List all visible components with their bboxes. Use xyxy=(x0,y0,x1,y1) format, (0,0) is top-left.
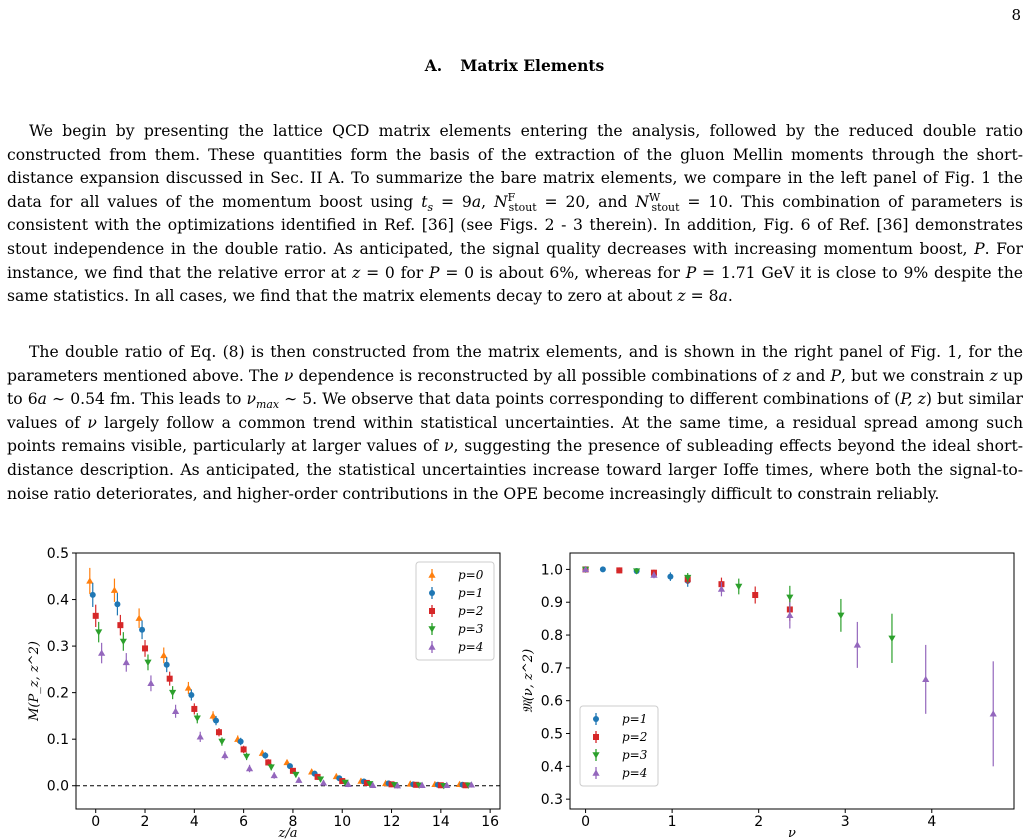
data-point xyxy=(90,592,96,598)
data-point xyxy=(98,649,105,655)
data-point xyxy=(142,645,148,651)
section-heading xyxy=(0,56,1029,75)
y-tick-label: 0.8 xyxy=(540,628,563,645)
data-point xyxy=(93,613,99,619)
x-axis-label: ν xyxy=(788,826,796,839)
y-tick-label: 0.5 xyxy=(540,726,563,743)
y-tick-label: 0.4 xyxy=(540,759,563,776)
data-point xyxy=(990,710,997,716)
y-tick-label: 0.5 xyxy=(46,546,69,562)
x-tick-label: 4 xyxy=(927,814,937,830)
y-tick-label: 0.3 xyxy=(46,639,69,656)
data-point xyxy=(268,764,275,770)
data-point xyxy=(271,772,278,778)
data-point xyxy=(144,660,151,666)
data-point xyxy=(238,739,244,745)
legend-label: p=1 xyxy=(458,586,484,600)
data-point xyxy=(147,680,154,686)
series-p3 xyxy=(582,567,896,663)
x-tick-label: 0 xyxy=(581,814,591,830)
data-point xyxy=(262,752,268,758)
paragraph-1: We begin by presenting the lattice QCD matrix elements entering the analysis, followed by the reduced double ratio constructed from them. These quantities form the basis of the extraction of the gluon Mellin moments through the short-distance expansion discussed in Sec. II A. To summarize the bare matrix elements, we compare in the left panel of Fig. 1 the data for all values of the momentum boost using $t_s = 9a$, $N^F_{stout} = 20$, and $N^W_{stout} = 10$. This combination of parameters is consistent with the optimizations identified in Ref. [36] (see Figs. 2 - 3 therein). In addition, Fig. 6 of Ref. [36] demonstrates stout independence in the double ratio. As anticipated, the signal quality decreases with increasing momentum boost, P. For instance, we find that the relative error at z = 0 for P = 0 is about 6%, whereas for P = 1.71 GeV it is close to 9% despite the same statistics. In all cases, we find that the matrix elements decay to zero at about z = 8a. xyxy=(7,122,1023,306)
data-point xyxy=(786,612,793,618)
y-tick-label: 0.3 xyxy=(540,792,563,809)
data-point xyxy=(169,690,176,696)
x-tick-label: 6 xyxy=(239,814,249,830)
x-tick-label: 10 xyxy=(333,814,352,830)
series-p0 xyxy=(86,568,463,787)
y-tick-label: 0.9 xyxy=(540,595,563,612)
section-title-text: Matrix Elements xyxy=(460,56,605,75)
legend xyxy=(580,706,658,786)
data-point xyxy=(160,652,167,658)
data-point xyxy=(218,739,225,745)
y-tick-label: 0.7 xyxy=(540,660,563,677)
data-point xyxy=(194,716,201,722)
legend-label: p=4 xyxy=(458,640,484,654)
x-tick-label: 0 xyxy=(91,814,101,830)
series-p4 xyxy=(98,643,475,789)
matrix-elements-chart xyxy=(0,540,510,839)
data-point xyxy=(888,636,895,642)
data-point xyxy=(243,754,250,760)
data-point xyxy=(213,718,219,724)
data-point xyxy=(295,777,302,783)
data-point xyxy=(752,592,758,598)
x-tick-label: 16 xyxy=(481,814,500,830)
x-tick-label: 14 xyxy=(431,814,450,830)
y-tick-label: 0.1 xyxy=(46,732,69,749)
data-point xyxy=(139,627,145,633)
data-point xyxy=(292,772,299,778)
series-p2 xyxy=(93,605,469,789)
data-point xyxy=(600,566,606,572)
double-ratio-chart xyxy=(510,540,1026,839)
legend-label: p=1 xyxy=(622,712,648,726)
data-point xyxy=(735,584,742,590)
legend-label: p=2 xyxy=(458,604,484,618)
data-point xyxy=(922,676,929,682)
data-point xyxy=(221,752,228,758)
data-point xyxy=(667,574,673,580)
data-point xyxy=(164,662,170,668)
legend-marker xyxy=(593,716,599,722)
y-tick-label: 0.4 xyxy=(46,592,69,609)
data-point xyxy=(136,615,143,621)
data-point xyxy=(616,567,622,573)
data-point xyxy=(120,639,127,645)
legend-marker xyxy=(429,590,435,596)
data-point xyxy=(117,622,123,628)
x-tick-label: 3 xyxy=(840,814,850,830)
data-point xyxy=(246,765,253,771)
data-point xyxy=(188,692,194,698)
data-point xyxy=(241,746,247,752)
data-point xyxy=(191,706,197,712)
y-tick-label: 0.0 xyxy=(46,778,69,795)
x-tick-label: 12 xyxy=(382,814,401,830)
legend-label: p=2 xyxy=(622,730,648,744)
x-tick-label: 4 xyxy=(189,814,199,830)
data-point xyxy=(86,577,93,583)
data-point xyxy=(216,729,222,735)
data-point xyxy=(837,613,844,619)
data-point xyxy=(95,629,102,635)
x-tick-label: 2 xyxy=(140,814,150,830)
data-point xyxy=(197,733,204,739)
legend xyxy=(416,562,494,660)
x-tick-label: 2 xyxy=(754,814,764,830)
legend-label: p=3 xyxy=(622,748,648,762)
series-p1 xyxy=(90,583,466,788)
section-number: A. xyxy=(424,56,443,75)
data-point xyxy=(172,708,179,714)
y-tick-label: 0.2 xyxy=(46,685,69,702)
y-tick-label: 1.0 xyxy=(540,562,563,579)
y-axis-label: 𝔐(ν, z^2) xyxy=(521,648,536,714)
legend-label: p=4 xyxy=(622,766,648,780)
data-point xyxy=(123,659,130,665)
data-point xyxy=(114,601,120,607)
y-tick-label: 0.6 xyxy=(540,693,563,710)
x-axis-label: z/a xyxy=(278,826,298,839)
legend-marker xyxy=(429,608,435,614)
page-number: 8 xyxy=(1011,6,1021,24)
data-point xyxy=(167,676,173,682)
data-point xyxy=(854,641,861,647)
data-point xyxy=(786,595,793,601)
legend-marker xyxy=(593,734,599,740)
paragraph-2: The double ratio of Eq. (8) is then constructed from the matrix elements, and is shown in the right panel of Fig. 1, for the parameters mentioned above. The ν dependence is reconstructed by all possible combinations of z and P, but we constrain z up to 6a ∼ 0.54 fm. This leads to $\nu_{max}$ ∼ 5. We observe that data points corresponding to different combinations of (P, z) but similar values of ν largely follow a common trend within statistical uncertainties. At the same time, a residual spread among such points remains visible, particularly at larger values of ν, suggesting the presence of subleading effects beyond the ideal short-distance description. As anticipated, the statistical uncertainties increase toward larger Ioffe times, where both the signal-to-noise ratio deteriorates, and higher-order contributions in the OPE become increasingly difficult to constrain reliably. xyxy=(7,343,1023,503)
x-tick-label: 1 xyxy=(667,814,677,830)
data-point xyxy=(111,587,118,593)
x-tick-label: 8 xyxy=(288,814,298,830)
y-axis-label: M(P_z, z^2) xyxy=(27,641,42,721)
legend-label: p=3 xyxy=(458,622,484,636)
legend-label: p=0 xyxy=(458,568,484,582)
